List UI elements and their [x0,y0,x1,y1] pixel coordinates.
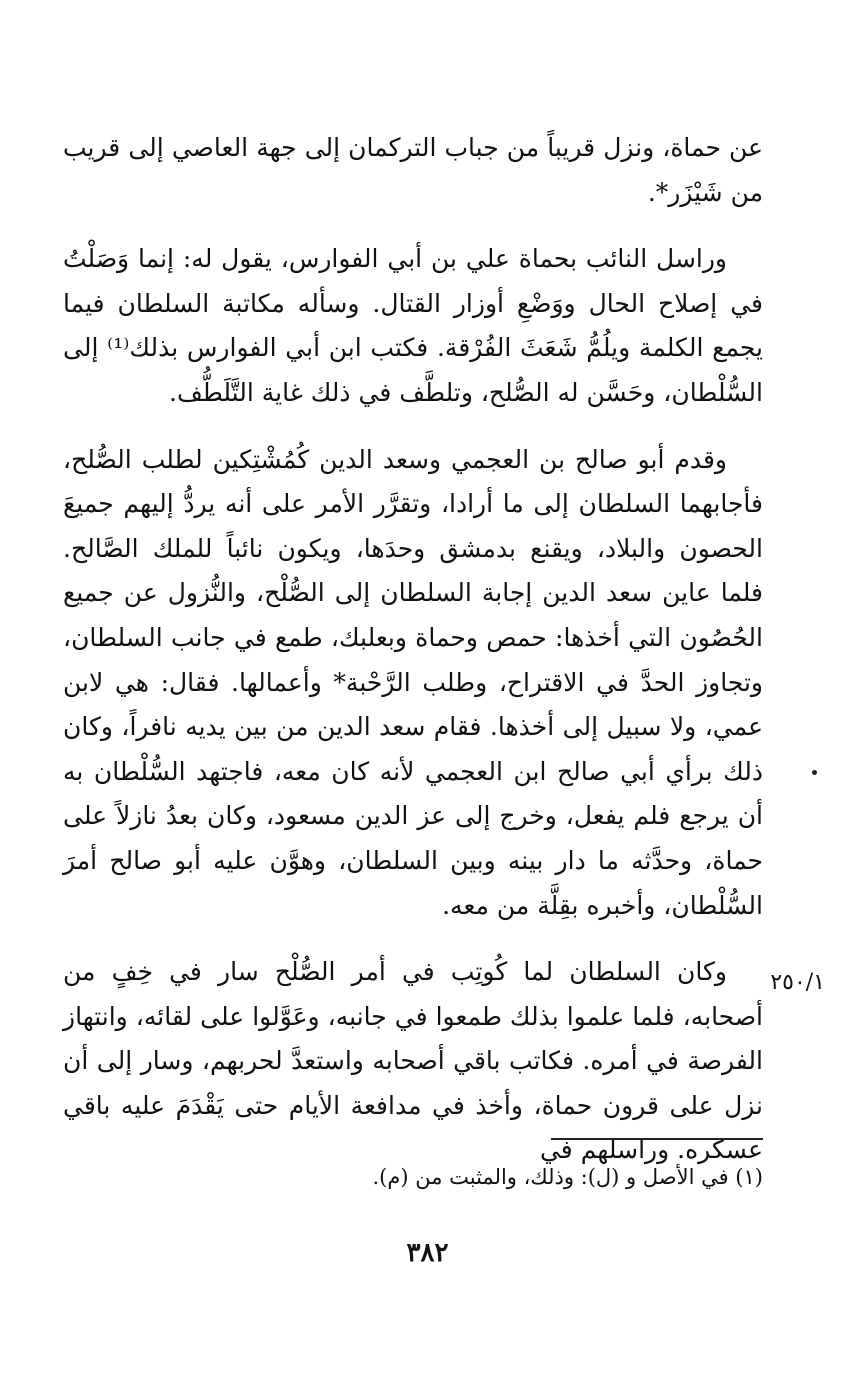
paragraph-1: عن حماة، ونزل قريباً من جباب التركمان إلى جهة العاصي إلى قريب من شَيْزَر*. [63,133,763,207]
page-number: ٣٨٢ [406,1238,449,1268]
paragraph-2: وراسل النائب بحماة علي بن أبي الفوارس، يقول له: إنما وَصَلْتُ في إصلاح الحال ووَضْعِ أوزار القتال. وسأله مكاتبة السلطان فيما يجمع الكلمة ويلُمُّ شَعَثَ الفُرْقة. فكتب ابن أبي الفوارس بذلك⁽¹⁾ إلى السُّلْطان، وحَسَّن له الصُّلح، وتلطَّف في ذلك غاية التَّلَطُّف. [63,244,763,407]
footnote-divider [551,1138,763,1140]
paragraph-3: وقدم أبو صالح بن العجمي وسعد الدين كُمُشْتِكين لطلب الصُّلح، فأجابهما السلطان إلى ما أرادا، وتقرَّر الأمر على أنه يردُّ إليهم جميعَ الحصون والبلاد، ويقنع بدمشق وحدَها، ويكون نائباً للملك الصَّالح. فلما عاين سعد الدين إجابة السلطان إلى الصُّلْح، والنُّزول عن جميع الحُصُون التي أخذها: حمص وحماة وبعلبك، طمع في جانب السلطان، وتجاوز الحدَّ في الاقتراح، وطلب الرَّحْبة* وأعمالها. فقال: هي لابن عمي، ولا سبيل إلى أخذها. فقام سعد الدين من بين يديه نافراً، وكان ذلك برأي أبي صالح ابن العجمي لأنه كان معه، فاجتهد السُّلْطان به أن يرجع فلم يفعل، وخرج إلى عز الدين مسعود، وكان بعدُ نازلاً على حماة، وحدَّثه ما دار بينه وبين السلطان، وهوَّن عليه أبو صالح أمرَ السُّلْطان، وأخبره بقِلَّة من معه. [63,444,763,920]
margin-dot [812,770,817,775]
footnote: (١) في الأصل و (ل): وذلك، والمثبت من (م). [372,1165,763,1189]
paragraph-4: وكان السلطان لما كُوتِب في أمر الصُّلْح سار في خِفٍ من أصحابه، فلما علموا بذلك طمعوا في جانبه، وعَوَّلوا على لقائه، وانتهاز الفرصة في أمره. فكاتب باقي أصحابه واستعدَّ لحربهم، وسار إلى أن نزل على قرون حماة، وأخذ في مدافعة الأيام حتى يَقْدَمَ عليه باقي عسكره. وراسلهم في [63,957,763,1165]
main-text [63,126,763,1195]
margin-reference: ٢٥٠/١ [770,970,825,995]
